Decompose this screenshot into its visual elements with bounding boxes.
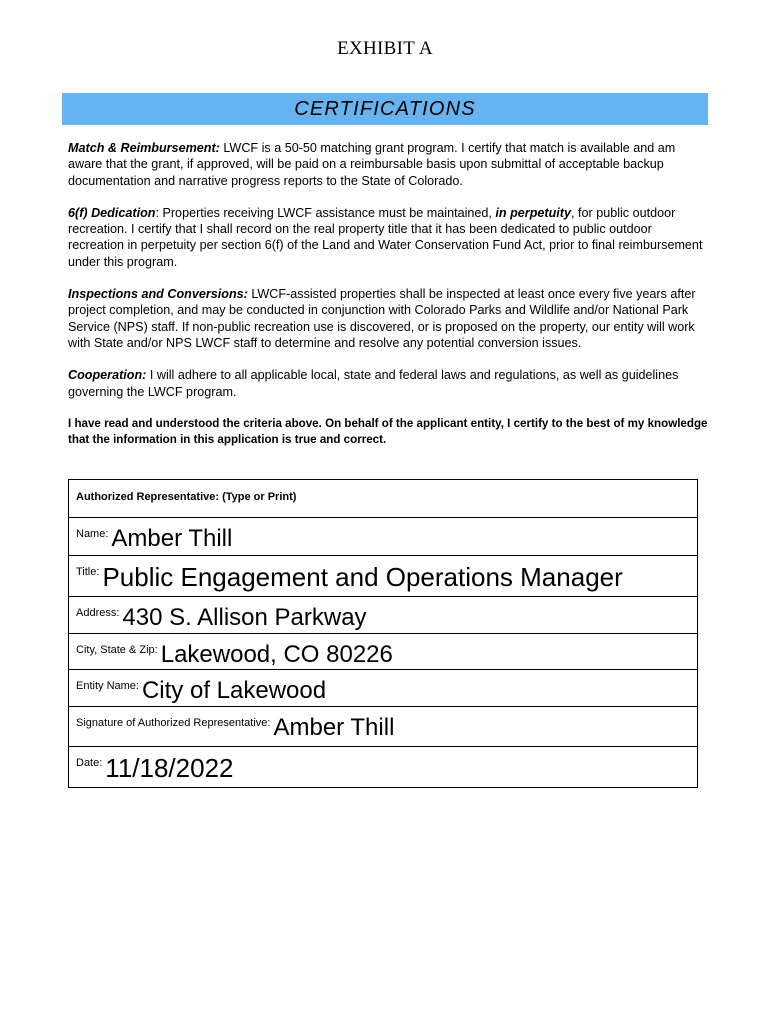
six-f-lead: 6(f) Dedication bbox=[68, 205, 156, 220]
name-field[interactable]: Amber Thill bbox=[111, 525, 233, 552]
six-f-emphasis: in perpetuity bbox=[495, 205, 571, 220]
city-label: City, State & Zip: bbox=[76, 644, 158, 656]
name-row bbox=[69, 518, 697, 556]
cooperation-text: I will adhere to all applicable local, state and federal laws and regulations, as well as guidelines governing the LWCF program. bbox=[68, 368, 679, 399]
exhibit-heading: EXHIBIT A bbox=[337, 38, 433, 59]
title-label: Title: bbox=[76, 566, 100, 578]
authorized-representative-form bbox=[68, 479, 698, 788]
signature-field[interactable]: Amber Thill bbox=[273, 714, 395, 741]
six-f-text-b: , for public outdoor recreation. I certify that I shall record on the real property title that it has been dedicated to public outdoor recreation in perpetuity per section 6(f) of the Land and Water Conservation Fund Act, prior to final reimbursement under this program. bbox=[68, 205, 703, 269]
entity-field[interactable]: City of Lakewood bbox=[141, 677, 327, 704]
city-field[interactable]: Lakewood, CO 80226 bbox=[160, 641, 393, 668]
address-label: Address: bbox=[76, 607, 120, 619]
form-heading: Authorized Representative: (Type or Print) bbox=[76, 491, 297, 503]
entity-label: Entity Name: bbox=[76, 680, 139, 692]
match-paragraph bbox=[68, 140, 708, 189]
address-row bbox=[69, 597, 697, 634]
name-label: Name: bbox=[76, 528, 109, 540]
signature-label: Signature of Authorized Representative: bbox=[76, 717, 271, 729]
city-row bbox=[69, 634, 697, 670]
match-lead: Match & Reimbursement: bbox=[68, 141, 220, 155]
six-f-text-a: : Properties receiving LWCF assistance must be maintained, bbox=[155, 205, 496, 220]
entity-row bbox=[69, 670, 697, 707]
banner-title: CERTIFICATIONS bbox=[294, 97, 476, 120]
date-label: Date: bbox=[76, 757, 103, 769]
certification-text bbox=[68, 140, 708, 448]
date-row bbox=[69, 747, 697, 787]
match-text: LWCF is a 50-50 matching grant program. I certify that match is available and am aware that the grant, if approved, will be paid on a reimbursable basis upon submittal of acceptable backup documentation and narrative progress reports to the State of Colorado. bbox=[68, 141, 676, 188]
inspections-text: LWCF-assisted properties shall be inspected at least once every five years after project completion, and may be conducted in conjunction with Colorado Parks and Wildlife and/or National Park Service (NPS) staff. If non-public recreation use is discovered, or is proposed on the property, our entity will work with State and/or NPS LWCF staff to determine and resolve any potential conversion issues. bbox=[68, 287, 696, 350]
six-f-paragraph bbox=[68, 205, 708, 270]
cooperation-lead: Cooperation: bbox=[68, 368, 147, 383]
title-field[interactable]: Public Engagement and Operations Manager bbox=[102, 562, 623, 592]
signature-row bbox=[69, 707, 697, 747]
declaration-text: I have read and understood the criteria above. On behalf of the applicant entity, I certify to the best of my knowledge that the information in this application is true and correct. bbox=[68, 416, 708, 446]
form-heading-row bbox=[69, 480, 697, 518]
date-field[interactable]: 11/18/2022 bbox=[105, 753, 234, 783]
title-row bbox=[69, 556, 697, 597]
inspections-paragraph bbox=[68, 286, 708, 351]
address-field[interactable]: 430 S. Allison Parkway bbox=[122, 604, 367, 631]
inspections-lead: Inspections and Conversions: bbox=[68, 287, 248, 302]
cooperation-paragraph bbox=[68, 367, 708, 400]
certifications-banner bbox=[62, 93, 708, 125]
